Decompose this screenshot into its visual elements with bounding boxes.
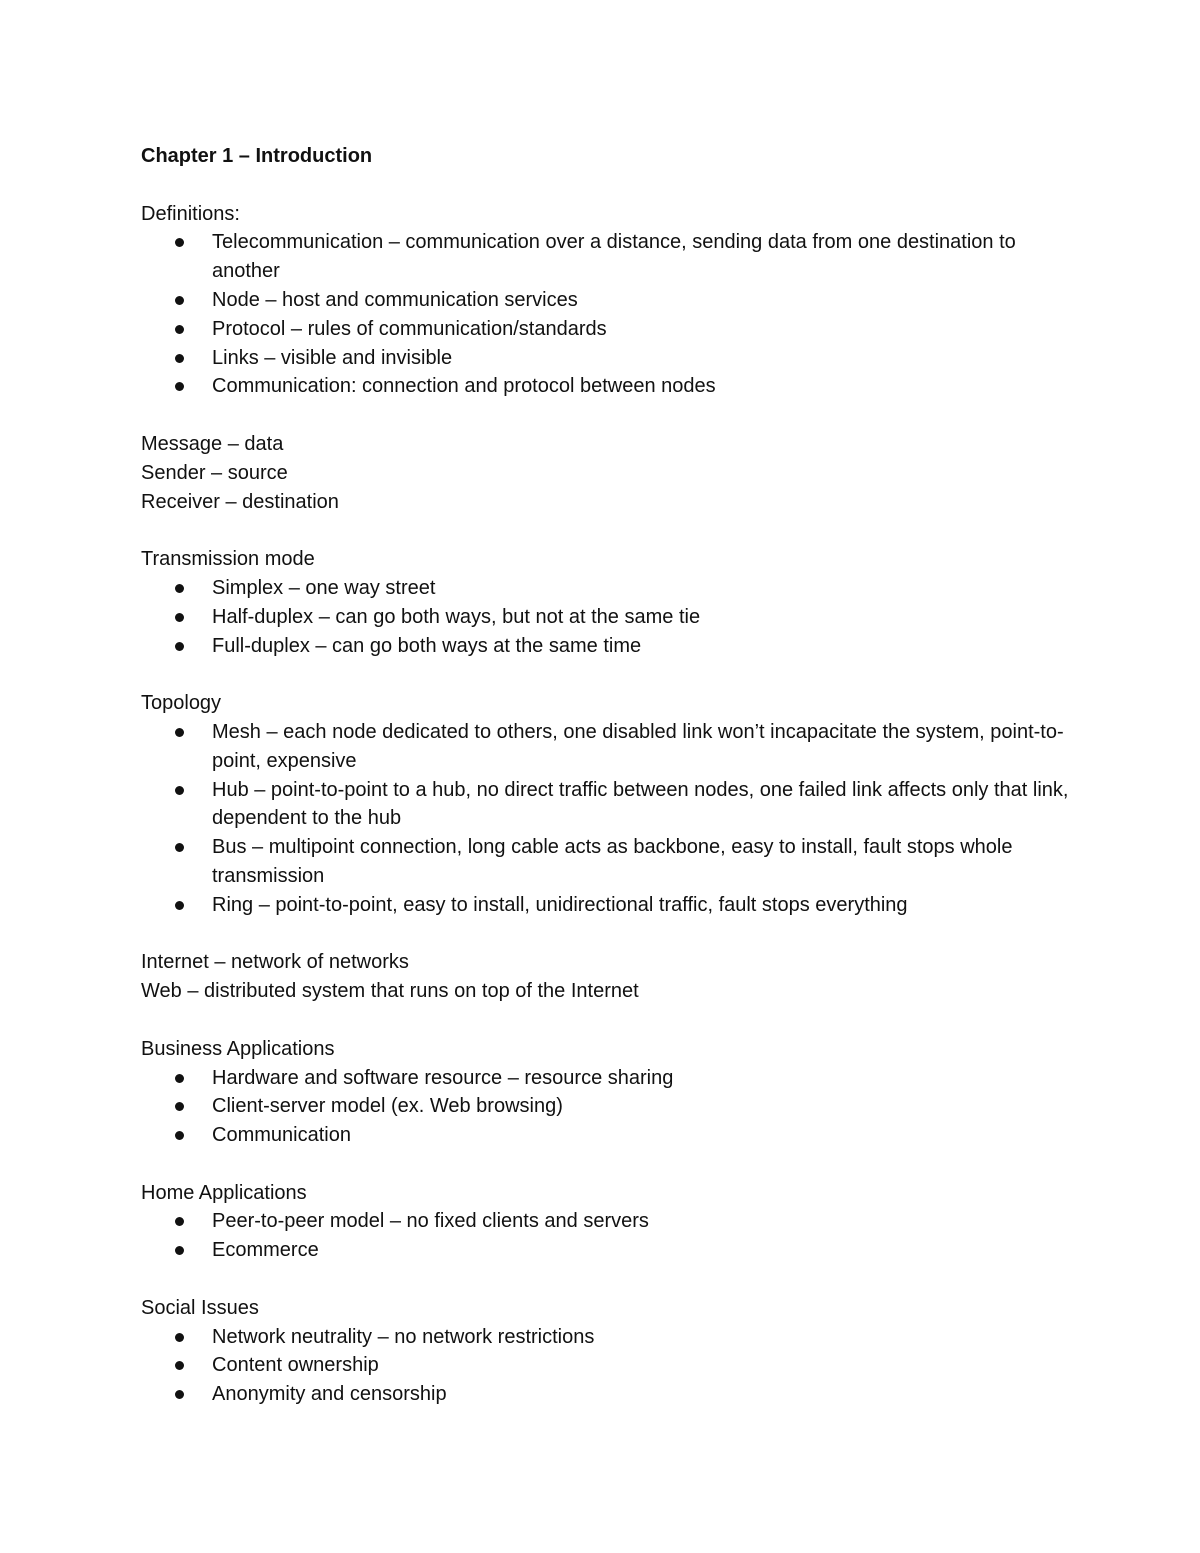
list-item: Communication [141,1121,1081,1150]
list-item: Ring – point-to-point, easy to install, unidirectional traffic, fault stops everything [141,891,1081,920]
list-item: Links – visible and invisible [141,344,1081,373]
social-issues-list [141,1323,1081,1409]
bullet-icon [175,584,184,593]
list-item: Hub – point-to-point to a hub, no direct traffic between nodes, one failed link affects only that link, dependent to the hub [141,776,1081,834]
social-issues-heading: Social Issues [141,1296,259,1319]
list-item: Protocol – rules of communication/standards [141,315,1081,344]
spacer [141,660,1081,689]
web-line: Web – distributed system that runs on top of the Internet [141,980,639,1003]
bullet-icon [175,642,184,651]
list-item: Anonymity and censorship [141,1380,1081,1409]
bullet-icon [175,354,184,363]
bullet-icon [175,1246,184,1255]
page-title: Chapter 1 – Introduction [141,145,373,167]
bullet-icon [175,728,184,737]
document-content [141,142,1081,1409]
business-applications-list [141,1064,1081,1150]
bullet-icon [175,296,184,305]
bullet-icon [175,1217,184,1226]
list-item: Communication: connection and protocol between nodes [141,372,1081,401]
internet-line: Internet – network of networks [141,951,409,974]
spacer [141,1006,1081,1035]
definitions-heading: Definitions: [141,202,240,225]
spacer [141,920,1081,949]
receiver-line: Receiver – destination [141,490,339,513]
list-item: Telecommunication – communication over a distance, sending data from one destination to another [141,228,1081,286]
transmission-mode-heading: Transmission mode [141,548,315,571]
bullet-icon [175,786,184,795]
transmission-mode-list [141,574,1081,660]
definitions-list [141,228,1081,401]
bullet-icon [175,1074,184,1083]
list-item: Simplex – one way street [141,574,1081,603]
spacer [141,1150,1081,1179]
sender-line: Sender – source [141,461,288,484]
list-item: Client-server model (ex. Web browsing) [141,1092,1081,1121]
spacer [141,516,1081,545]
list-item: Hardware and software resource – resource sharing [141,1064,1081,1093]
spacer [141,171,1081,200]
business-applications-heading: Business Applications [141,1037,335,1060]
list-item: Half-duplex – can go both ways, but not at the same tie [141,603,1081,632]
list-item: Ecommerce [141,1236,1081,1265]
bullet-icon [175,1102,184,1111]
bullet-icon [175,1361,184,1370]
list-item: Peer-to-peer model – no fixed clients and servers [141,1207,1081,1236]
list-item: Mesh – each node dedicated to others, one disabled link won’t incapacitate the system, point-to-point, expensive [141,718,1081,776]
list-item: Content ownership [141,1351,1081,1380]
list-item: Full-duplex – can go both ways at the same time [141,632,1081,661]
home-applications-heading: Home Applications [141,1181,307,1204]
bullet-icon [175,325,184,334]
bullet-icon [175,1333,184,1342]
home-applications-list [141,1207,1081,1265]
bullet-icon [175,1390,184,1399]
list-item: Bus – multipoint connection, long cable acts as backbone, easy to install, fault stops whole transmission [141,833,1081,891]
list-item: Node – host and communication services [141,286,1081,315]
topology-list [141,718,1081,920]
topology-heading: Topology [141,692,222,715]
bullet-icon [175,901,184,910]
bullet-icon [175,238,184,247]
bullet-icon [175,613,184,622]
list-item: Network neutrality – no network restrictions [141,1323,1081,1352]
bullet-icon [175,843,184,852]
message-line: Message – data [141,432,284,455]
bullet-icon [175,382,184,391]
spacer [141,1265,1081,1294]
bullet-icon [175,1131,184,1140]
spacer [141,401,1081,430]
